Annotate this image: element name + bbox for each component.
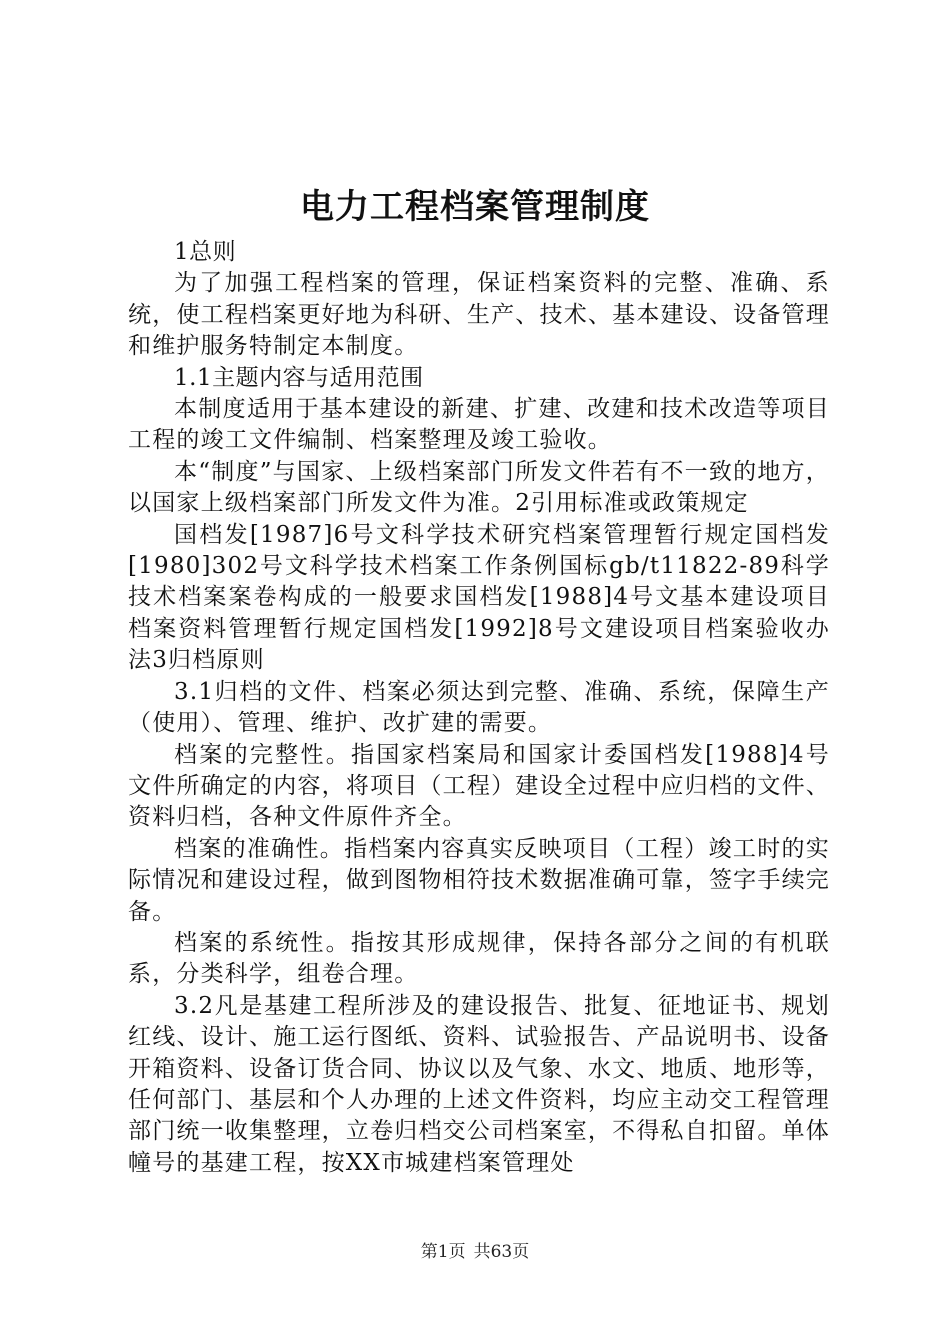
section-heading-scope: 1.1主题内容与适用范围 [174,364,424,391]
paragraph-collection: 3.2凡是基建工程所涉及的建设报告、批复、征地证书、规划红线、设计、施工运行图纸、资料、试验报告、产品说明书、设备开箱资料、设备订货合同、协议以及气象、水文、地质、地形等，任何部门、基层和个人办理的上述文件资料，均应主动交工程管理部门统一收集整理，立卷归档交公司档案室，不得私自扣留。单体幢号的基建工程，按XX市城建档案管理处 [128,992,830,1176]
paragraph-references: 国档发[1987]6号文科学技术研究档案管理暂行规定国档发[1980]302号文科学技术档案工作条例国标gb/t11822-89科学技术档案案卷构成的一般要求国档发[1988]4号文基本建设项目档案资料管理暂行规定国档发[1992]8号文建设项目档案验收办法3归档原则 [128,521,830,674]
paragraph-applicability: 本制度适用于基本建设的新建、扩建、改建和技术改造等项目工程的竣工文件编制、档案整理及竣工验收。 [128,396,830,454]
paragraph-purpose: 为了加强工程档案的管理，保证档案资料的完整、准确、系统，使工程档案更好地为科研、生产、技术、基本建设、设备管理和维护服务特制定本制度。 [128,270,830,360]
section-heading-general: 1总则 [174,239,237,265]
document-title: 电力工程档案管理制度 [300,187,650,227]
paragraph-completeness: 档案的完整性。指国家档案局和国家计委国档发[1988]4号文件所确定的内容，将项目（工程）建设全过程中应归档的文件、资料归档，各种文件原件齐全。 [128,741,830,831]
paragraph-systematic: 档案的系统性。指按其形成规律，保持各部分之间的有机联系，分类科学，组卷合理。 [128,929,830,988]
paragraph-precedence: 本“制度”与国家、上级档案部门所发文件若有不一致的地方，以国家上级档案部门所发文件为准。2引用标准或政策规定 [128,458,830,517]
page-number: 第1页 [420,1242,466,1262]
page-footer [0,1240,950,1264]
paragraph-accuracy: 档案的准确性。指档案内容真实反映项目（工程）竣工时的实际情况和建设过程，做到图物相符技术数据准确可靠，签字手续完备。 [128,835,830,925]
document-body [128,237,830,1179]
paragraph-archiving-requirement: 3.1归档的文件、档案必须达到完整、准确、系统，保障生产（使用）、管理、维护、改扩建的需要。 [128,678,830,737]
page-total: 共63页 [473,1242,530,1262]
